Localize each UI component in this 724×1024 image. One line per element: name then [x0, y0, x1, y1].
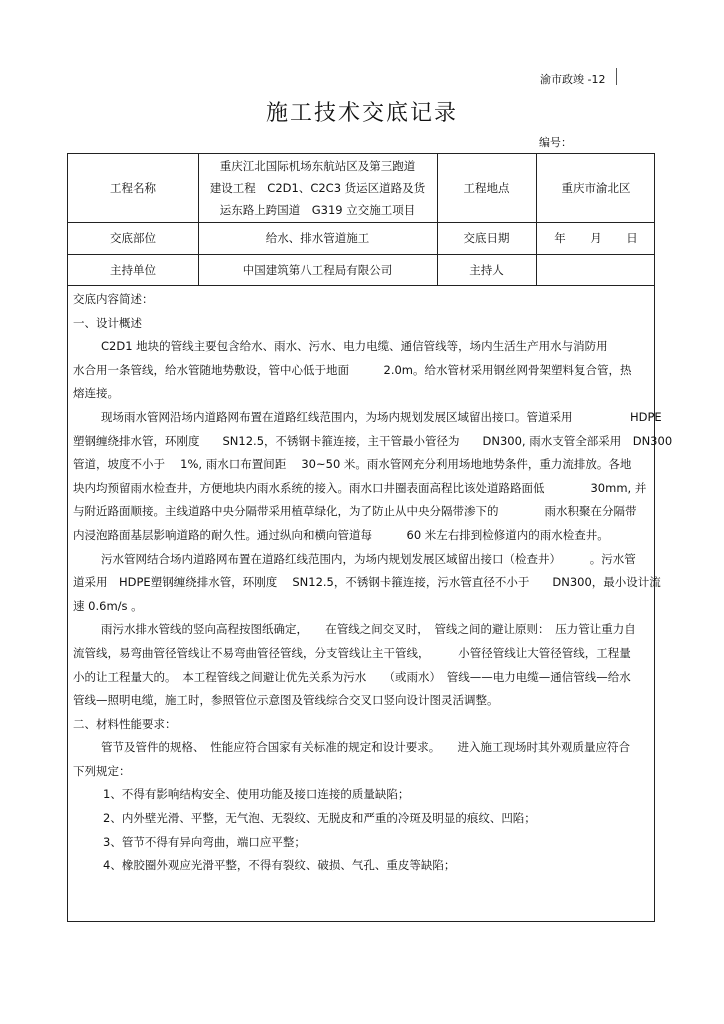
content-line: 现场雨水管网沿场内道路网布置在道路红线范围内，为场内规划发展区域留出接口。管道采用 HDPE — [101, 409, 662, 424]
host-value — [536, 254, 656, 285]
project-name-label: 工程名称 — [110, 181, 156, 195]
page-title: 施工技术交底记录 — [265, 101, 458, 126]
date-day: 日 — [626, 231, 638, 245]
part-value: 给水、排水管道施工 — [265, 231, 370, 245]
record-table — [67, 153, 673, 922]
section-heading: 一、设计概述 — [73, 315, 142, 330]
project-name-line: 运东路上跨国道 G319 立交施工项目 — [219, 203, 416, 217]
content-line: 与附近路面顺接。主线道路中央分隔带采用植草绿化，为了防止从中央分隔带渗下的 雨水积聚在分隔带 — [73, 504, 637, 519]
site-value: 重庆市渝北区 — [561, 181, 631, 195]
content-line: 污水管网结合场内道路网布置在道路红线范围内，为场内规划发展区域留出接口（检查井） 。污水管 — [101, 551, 636, 566]
content-line: 塑钢缠绕排水管，环刚度 SN12.5，不锈钢卡箍连接，主干管最小管径为 DN300, 雨水支管全部采用 DN300 — [73, 433, 673, 448]
section-heading: 二、材料性能要求： — [73, 716, 177, 731]
content-line: 下列规定： — [73, 763, 131, 778]
requirement-item: 1、不得有影响结构安全、使用功能及接口连接的质量缺陷； — [103, 787, 410, 802]
document-code: 渝市政竣 -12 — [540, 73, 606, 86]
date-value — [536, 222, 656, 254]
project-name-line: 建设工程 C2D1、C2C3 货运区道路及货 — [209, 181, 426, 195]
content-heading: 交底内容简述： — [73, 292, 154, 306]
content-line: 熔连接。 — [73, 386, 119, 401]
disclosure-content — [73, 288, 673, 878]
content-line: 速 0.6m/s 。 — [73, 598, 143, 613]
content-line: 管节及管件的规格、 性能应符合国家有关标准的规定和设计要求。 进入施工现场时其外观质量应符合 — [101, 740, 630, 755]
requirement-item: 2、内外壁光滑、平整，无气泡、无裂纹、无脱皮和严重的冷斑及明显的痕纹、凹陷； — [103, 811, 536, 826]
project-name-line: 重庆江北国际机场东航站区及第三跑道 — [219, 159, 416, 173]
code-divider — [616, 68, 617, 85]
requirement-item: 3、管节不得有异向弯曲，端口应平整； — [103, 834, 306, 849]
date-month: 月 — [590, 231, 602, 245]
row-divider — [68, 285, 654, 286]
content-line: C2D1 地块的管线主要包含给水、雨水、污水、电力电缆、通信管线等，场内生活生产用水与消防用 — [101, 339, 608, 354]
host-unit-label: 主持单位 — [110, 262, 156, 277]
site-label: 工程地点 — [463, 181, 510, 195]
project-name-value — [198, 154, 437, 222]
host-unit-value: 中国建筑第八工程局有限公司 — [242, 262, 393, 277]
requirement-item: 4、橡胶圈外观应光滑平整，不得有裂纹、破损、气孔、重皮等缺陷； — [103, 858, 456, 873]
content-line: 雨污水排水管线的竖向高程按图纸确定， 在管线之间交叉时， 管线之间的避让原则： 压力管让重力自 — [101, 622, 636, 637]
content-line: 流管线，易弯曲管径管线让不易弯曲管径管线，分支管线让主干管线， 小管径管线让大管径管线，工程量 — [73, 645, 631, 660]
content-line: 管线—照明电缆，施工时，参照管位示意图及管线综合交叉口竖向设计图灵活调整。 — [73, 693, 499, 708]
part-label: 交底部位 — [110, 231, 156, 245]
serial-number-label: 编号： — [539, 136, 572, 149]
content-line: 小的让工程量大的。 本工程管线之间避让优先关系为污水 （或雨水） 管线——电力电缆—通信管线—给水 — [73, 669, 631, 684]
content-line: 内浸泡路面基层影响道路的耐久性。通过纵向和横向管道每 60 米左右排到检修道内的雨水检查井。 — [73, 527, 609, 542]
host-label: 主持人 — [469, 262, 504, 277]
content-line: 块内均预留雨水检查井，方便地块内雨水系统的接入。雨水口井圈表面高程比该处道路路面低 30mm, 并 — [73, 480, 647, 495]
content-line: 管道，坡度不小于 1%, 雨水口布置间距 30~50 米。雨水管网充分利用场地地势条件，重力流排放。各地 — [73, 457, 632, 472]
date-label: 交底日期 — [463, 231, 510, 245]
content-line: 水合用一条管线，给水管随地势敷设，管中心低于地面 2.0m。给水管材采用钢丝网骨架塑料复合管，热 — [73, 362, 632, 377]
content-line: 道采用 HDPE塑钢缠绕排水管，环刚度 SN12.5，不锈钢卡箍连接，污水管直径不小于 DN300，最小设计流 — [73, 575, 661, 590]
date-year: 年 — [554, 231, 566, 245]
